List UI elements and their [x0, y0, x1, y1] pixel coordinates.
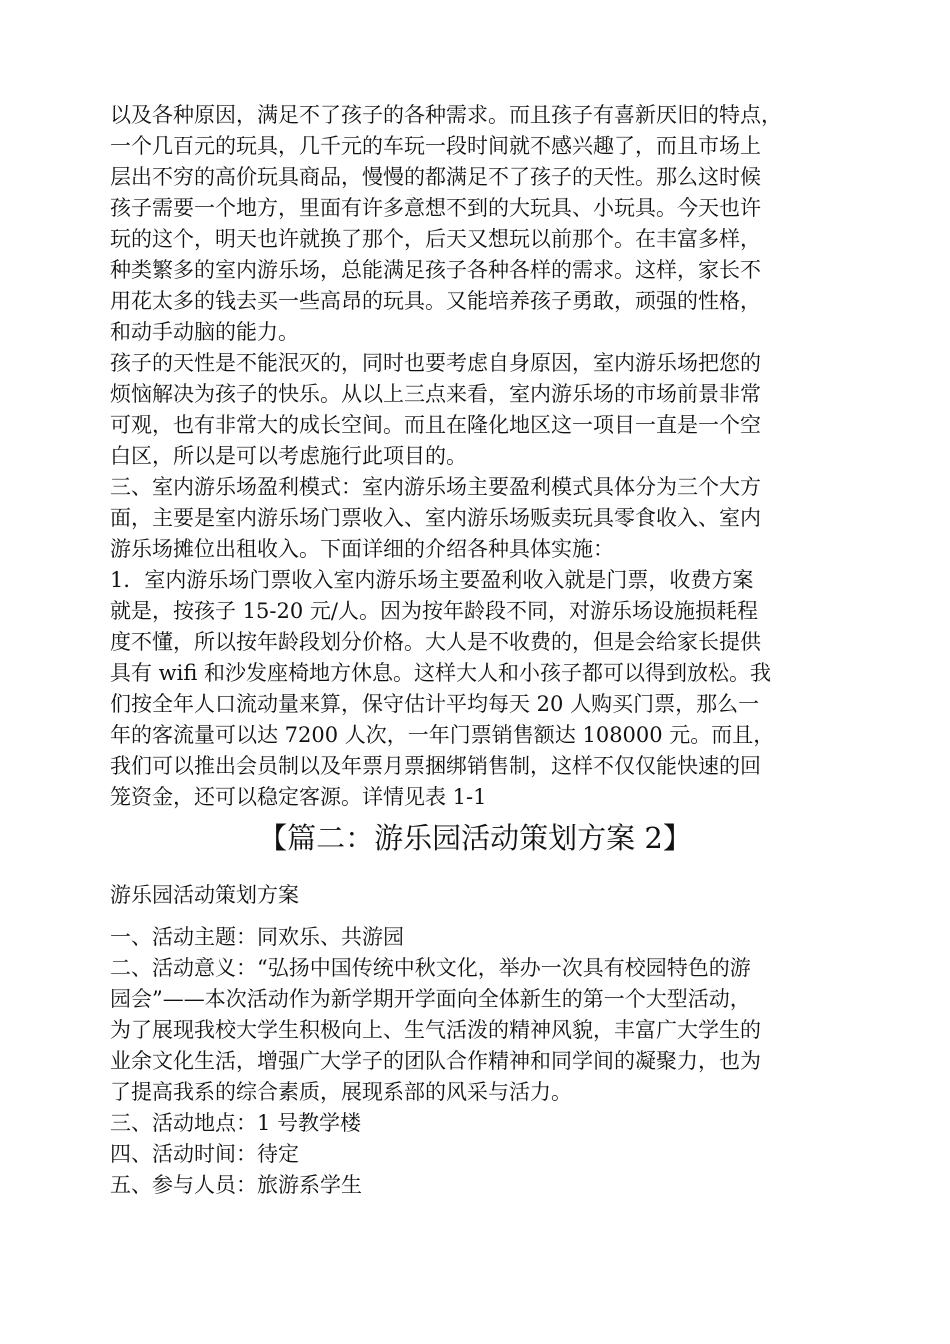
- body-line: 们按全年人口流动量来算，保守估计平均每天 20 人购买门票，那么一: [110, 692, 760, 716]
- section-two-title: 游乐园活动策划方案: [110, 883, 299, 907]
- body-line: 1．室内游乐场门票收入室内游乐场主要盈利收入就是门票，收费方案: [110, 568, 754, 592]
- body-line: 一、活动主题：同欢乐、共游园: [110, 925, 404, 949]
- body-line: 就是，按孩子 15-20 元/人。因为按年龄段不同，对游乐场设施损耗程: [110, 599, 758, 623]
- body-line: 可观，也有非常大的成长空间。而且在隆化地区这一项目一直是一个空: [110, 413, 761, 437]
- body-line: 园会”——本次活动作为新学期开学面向全体新生的第一个大型活动，: [110, 987, 751, 1011]
- body-line: 为了展现我校大学生积极向上、生气活泼的精神风貌，丰富广大学生的: [110, 1018, 761, 1042]
- body-line: 以及各种原因，满足不了孩子的各种需求。而且孩子有喜新厌旧的特点，: [110, 103, 782, 127]
- body-line: 孩子需要一个地方，里面有许多意想不到的大玩具、小玩具。今天也许: [110, 196, 761, 220]
- body-line: 二、活动意义：“弘扬中国传统中秋文化，举办一次具有校园特色的游: [110, 956, 751, 980]
- body-line: 三、室内游乐场盈利模式：室内游乐场主要盈利模式具体分为三个大方: [110, 475, 761, 499]
- body-line: 烦恼解决为孩子的快乐。从以上三点来看，室内游乐场的市场前景非常: [110, 382, 761, 406]
- body-line: 种类繁多的室内游乐场，总能满足孩子各种各样的需求。这样，家长不: [110, 258, 761, 282]
- section-one-body: [110, 100, 850, 813]
- body-line: 面，主要是室内游乐场门票收入、室内游乐场贩卖玩具零食收入、室内: [110, 506, 761, 530]
- body-line: 三、活动地点：1 号教学楼: [110, 1111, 362, 1135]
- body-line: 五、参与人员：旅游系学生: [110, 1173, 362, 1197]
- body-line: 游乐场摊位出租收入。下面详细的介绍各种具体实施：: [110, 537, 614, 561]
- body-line: 一个几百元的玩具，几千元的车玩一段时间就不感兴趣了，而且市场上: [110, 134, 761, 158]
- body-line: 具有 wifi 和沙发座椅地方休息。这样大人和小孩子都可以得到放松。我: [110, 661, 772, 685]
- body-line: 年的客流量可以达 7200 人次，一年门票销售额达 108000 元。而且，: [110, 723, 775, 747]
- body-line: 层出不穷的高价玩具商品，慢慢的都满足不了孩子的天性。那么这时候: [110, 165, 761, 189]
- body-line: 笼资金，还可以稳定客源。详情见表 1-1: [110, 785, 487, 809]
- section-two-body: [110, 922, 850, 1201]
- body-line: 孩子的天性是不能泯灭的，同时也要考虑自身原因，室内游乐场把您的: [110, 351, 761, 375]
- section-heading: 【篇二：游乐园活动策划方案 2】: [258, 821, 692, 855]
- body-line: 玩的这个，明天也许就换了那个，后天又想玩以前那个。在丰富多样，: [110, 227, 761, 251]
- body-line: 度不懂，所以按年龄段划分价格。大人是不收费的，但是会给家长提供: [110, 630, 761, 654]
- body-line: 和动手动脑的能力。: [110, 320, 299, 344]
- body-line: 四、活动时间：待定: [110, 1142, 299, 1166]
- body-line: 业余文化生活，增强广大学子的团队合作精神和同学间的凝聚力，也为: [110, 1049, 761, 1073]
- body-line: 白区，所以是可以考虑施行此项目的。: [110, 444, 467, 468]
- body-line: 了提高我系的综合素质，展现系部的风采与活力。: [110, 1080, 572, 1104]
- body-line: 用花太多的钱去买一些高昂的玩具。又能培养孩子勇敢，顽强的性格，: [110, 289, 761, 313]
- body-line: 我们可以推出会员制以及年票月票捆绑销售制，这样不仅仅能快速的回: [110, 754, 761, 778]
